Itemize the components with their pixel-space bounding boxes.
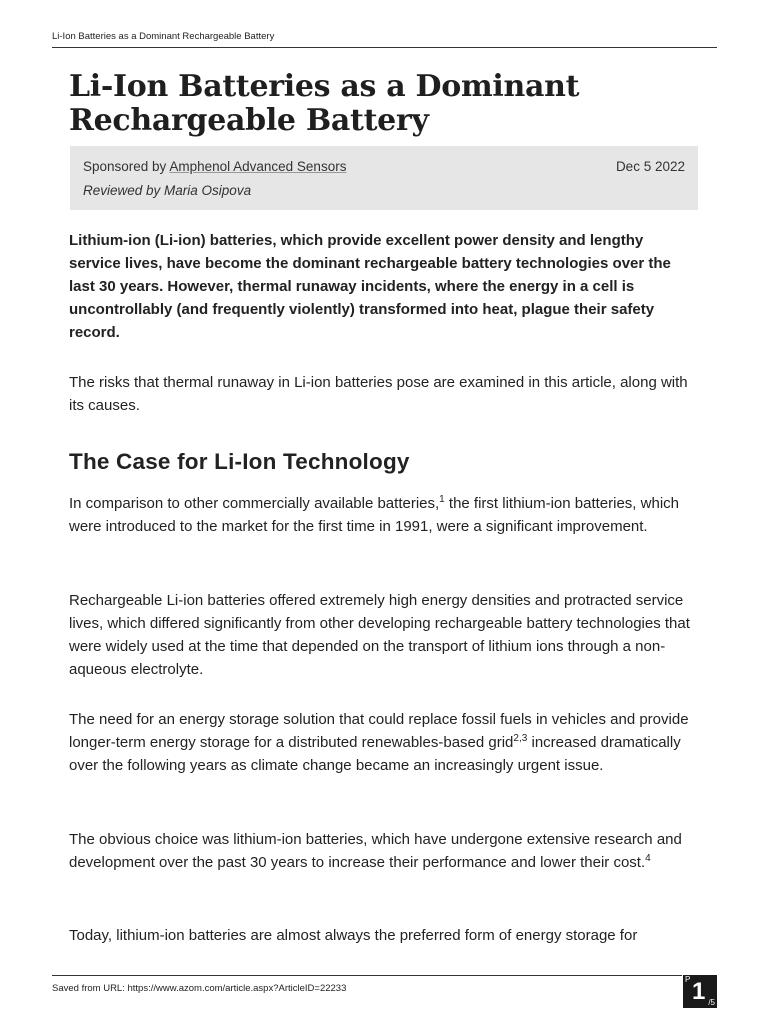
- page-label: P: [685, 975, 691, 984]
- paragraph-4: [69, 828, 699, 874]
- footer-divider: [52, 975, 682, 976]
- lead-paragraph: Lithium-ion (Li-ion) batteries, which provide excellent power density and lengthy service lives, have become the dominant rechargeable battery technologies over the last 30 years. However, thermal runaway incidents, where the energy in a cell is uncontrollably (and frequently violently) transformed into heat, plague their safety record.: [69, 232, 671, 341]
- citation-4: 4: [645, 853, 651, 864]
- paragraph-2: Rechargeable Li-ion batteries offered extremely high energy densities and protracted service lives, which differed significantly from other developing rechargeable battery technologies that were widely used at the time that depended on the transport of lithium ions through a non-aqueous electrolyte.: [69, 592, 690, 678]
- citation-2-3: 2,3: [513, 733, 528, 744]
- article-title: Li-Ion Batteries as a Dominant Rechargeable Battery: [69, 69, 580, 138]
- paragraph-4-text: The obvious choice was lithium-ion batteries, which have undergone extensive research and development over the past 30 years to increase their performance and lower their cost.: [69, 831, 682, 871]
- page-number-badge: [683, 975, 717, 1008]
- publish-date: Dec 5 2022: [615, 159, 685, 174]
- intro-paragraph: The risks that thermal runaway in Li-ion batteries pose are examined in this article, along with its causes.: [69, 374, 688, 414]
- paragraph-5: Today, lithium-ion batteries are almost always the preferred form of energy storage for: [69, 927, 638, 944]
- paragraph-1-text-a: In comparison to other commercially available batteries,: [69, 495, 440, 512]
- header-divider: [52, 47, 717, 48]
- paragraph-3-text-b: increased dramatically over the following years as climate change became an increasingly urgent issue.: [69, 734, 681, 774]
- article-meta-box: [70, 146, 698, 210]
- running-header: Li-Ion Batteries as a Dominant Rechargeable Battery: [52, 31, 275, 42]
- reviewer-credit: Reviewed by Maria Osipova: [83, 183, 252, 198]
- paragraph-3-text-a: The need for an energy storage solution that could replace fossil fuels in vehicles and provide longer-term energy storage for a distributed renewables-based grid: [69, 711, 689, 751]
- sponsor-link[interactable]: Amphenol Advanced Sensors: [169, 159, 347, 174]
- paragraph-1-text-b: the first lithium-ion batteries, which were introduced to the market for the first time in 1991, were a significant improvement.: [69, 495, 679, 535]
- sponsor-line: [83, 159, 346, 174]
- paragraph-3: [69, 708, 699, 777]
- page-number: 1: [692, 978, 706, 1005]
- section-heading: The Case for Li-Ion Technology: [69, 449, 410, 474]
- citation-1: 1: [439, 494, 445, 505]
- paragraph-1: [69, 492, 699, 538]
- sponsored-by-label: Sponsored by: [83, 159, 170, 174]
- page-total: /5: [708, 998, 715, 1007]
- saved-from-url: Saved from URL: https://www.azom.com/article.aspx?ArticleID=22233: [52, 983, 347, 994]
